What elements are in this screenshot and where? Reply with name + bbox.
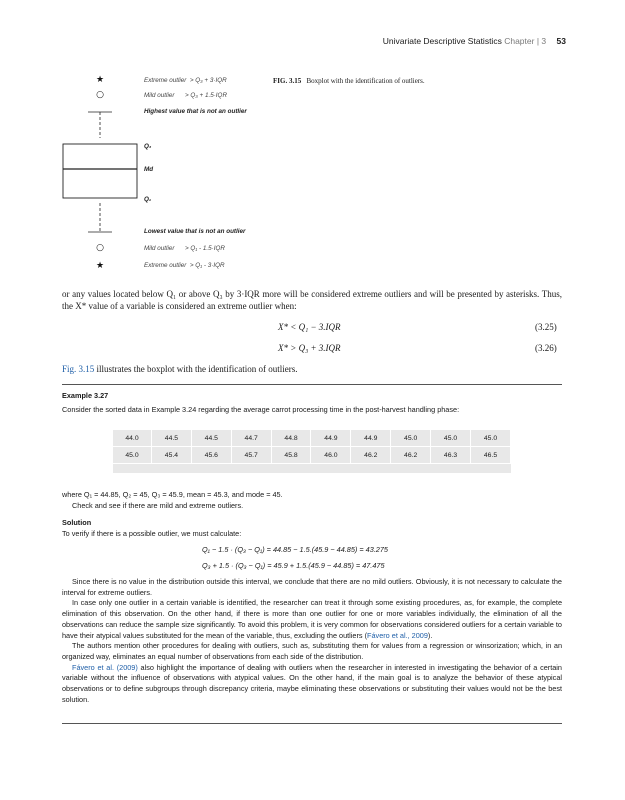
extreme-outlier-star-icon: ★ bbox=[95, 261, 105, 271]
figure-caption-label: FIG. 3.15 bbox=[273, 77, 302, 85]
table-cell: 44.5 bbox=[151, 430, 191, 447]
table-cell: 44.0 bbox=[113, 430, 151, 447]
data-table-empty-row bbox=[113, 464, 511, 473]
table-cell: 44.8 bbox=[271, 430, 311, 447]
example-top-rule bbox=[62, 384, 562, 385]
example-header bbox=[62, 391, 562, 415]
lowest-value-label: Lowest value that is not an outlier bbox=[144, 228, 246, 235]
example-bottom-rule bbox=[62, 723, 562, 724]
table-cell: 44.7 bbox=[231, 430, 271, 447]
table-cell: 45.7 bbox=[231, 447, 271, 464]
table-cell: 46.2 bbox=[391, 447, 431, 464]
mild-lower-label: Mild outlier > Q₁ - 1.5·IQR bbox=[144, 245, 225, 252]
figure-link[interactable]: Fig. 3.15 bbox=[62, 364, 95, 374]
check-line: Check and see if there are mild and extreme outliers. bbox=[72, 500, 244, 510]
figure-caption-text: Boxplot with the identification of outliers. bbox=[306, 77, 425, 85]
extreme-upper-label: Extreme outlier > Q₃ + 3·IQR bbox=[144, 77, 227, 84]
table-cell: 45.0 bbox=[431, 430, 471, 447]
mild-outlier-circle-icon: ○ bbox=[96, 243, 104, 253]
solution-paragraph-1: Since there is no value in the distribution outside this interval, we conclude that there are no mild outliers. Obviously, it is not necessary to calculate the interval for extreme outliers. bbox=[62, 577, 562, 597]
extreme-outlier-star-icon: ★ bbox=[95, 75, 105, 85]
where-line: where Q₁ = 44.85, Q₂ = 45, Q₃ = 45.9, mean = 45.3, and mode = 45. bbox=[62, 490, 283, 499]
highest-value-label: Highest value that is not an outlier bbox=[144, 108, 247, 115]
q1-label: Q₁ bbox=[144, 196, 152, 203]
median-label: Md bbox=[144, 166, 154, 173]
table-cell: 44.9 bbox=[311, 430, 351, 447]
header-title: Univariate Descriptive Statistics bbox=[382, 36, 502, 46]
extreme-lower-label: Extreme outlier > Q₁ - 3·IQR bbox=[144, 262, 225, 269]
table-cell: 46.0 bbox=[311, 447, 351, 464]
solution-paragraph-4: Fávero et al. (2009) also highlight the importance of dealing with outliers when the researcher in interested in investigating the behavior of a certain variable without the influence of observations with atypical values. On the other hand, if the main goal is to analyze the behavior of these atypical observations or to define subgroups through discrepancy criteria, maybe eliminating these observations or substituting their values would not be the best solution. bbox=[62, 662, 562, 704]
table-cell: 44.9 bbox=[351, 430, 391, 447]
table-cell: 45.6 bbox=[191, 447, 231, 464]
table-cell: 46.5 bbox=[470, 447, 510, 464]
calculation-lower-fence: Q₁ − 1.5 · (Q₃ − Q₁) = 44.85 − 1.5.(45.9 − 44.85) = 43.275 bbox=[202, 545, 388, 554]
example-intro: Consider the sorted data in Example 3.24 regarding the average carrot processing time in the post-harvest handling phase: bbox=[62, 404, 460, 414]
solution-intro: To verify if there is a possible outlier, we must calculate: bbox=[62, 529, 242, 539]
citation-link[interactable]: Fávero et al. (2009) bbox=[72, 662, 138, 672]
example-title: Example 3.27 bbox=[62, 391, 109, 400]
header-separator: | bbox=[536, 36, 540, 46]
table-cell: 45.0 bbox=[113, 447, 151, 464]
table-cell: 45.0 bbox=[391, 430, 431, 447]
equation-3-26: X* > Q₃ + 3.IQR bbox=[278, 343, 341, 353]
table-cell: 45.0 bbox=[470, 430, 510, 447]
solution-body bbox=[62, 577, 562, 705]
page-number: 53 bbox=[556, 36, 566, 46]
equation-number: (3.26) bbox=[535, 343, 557, 353]
table-cell: 45.4 bbox=[151, 447, 191, 464]
table-row bbox=[113, 430, 511, 447]
table-cell: 46.3 bbox=[431, 447, 471, 464]
data-table bbox=[113, 430, 511, 464]
equation-3-25: X* < Q₁ − 3.IQR bbox=[278, 322, 341, 332]
table-cell: 46.2 bbox=[351, 447, 391, 464]
q3-label: Q₃ bbox=[144, 143, 152, 150]
example-given-values bbox=[62, 490, 562, 540]
citation-link[interactable]: Fávero et al., 2009 bbox=[367, 630, 428, 640]
header-chapter-label: Chapter bbox=[504, 36, 535, 46]
solution-title: Solution bbox=[62, 518, 92, 528]
equation-number: (3.25) bbox=[535, 322, 557, 332]
table-cell: 44.5 bbox=[191, 430, 231, 447]
header-chapter-number: 3 bbox=[541, 36, 547, 46]
running-header bbox=[0, 36, 566, 46]
solution-paragraph-2: In case only one outlier in a certain variable is identified, the researcher can treat it through some existing procedures, as, for example, the complete elimination of this observation. On the other hand, if there is more than one outlier for one or more variables individually, the elimination of all the observations can reduce the sample size significantly. To avoid this problem, it is very common for observations considered outliers for a certain variable to have their atypical values substituted for the mean of the variable, thus, excluding the outliers (Fávero et al., 2009). bbox=[62, 598, 562, 640]
mild-outlier-circle-icon: ○ bbox=[96, 90, 104, 100]
figure-reference-paragraph: Fig. 3.15 illustrates the boxplot with the identification of outliers. bbox=[62, 364, 298, 374]
figure-caption bbox=[273, 77, 425, 85]
table-cell: 45.8 bbox=[271, 447, 311, 464]
body-paragraph: or any values located below Q₁ or above Q₃ by 3·IQR more will be considered extreme outliers and will be presented by asterisks. Thus, the X* value of a variable is considered an extreme outlier when: bbox=[62, 289, 562, 311]
solution-paragraph-3: The authors mention other procedures for dealing with outliers, such as, substituting them for values from a regression or winsorization; which, in an organized way, eliminates an equal number of observations from each side of the distribution. bbox=[62, 641, 562, 661]
box bbox=[63, 144, 137, 198]
calculation-upper-fence: Q₃ + 1.5 · (Q₃ − Q₁) = 45.9 + 1.5.(45.9 − 44.85) = 47.475 bbox=[202, 561, 385, 570]
table-row bbox=[113, 447, 511, 464]
mild-upper-label: Mild outlier > Q₃ + 1.5·IQR bbox=[144, 92, 227, 99]
